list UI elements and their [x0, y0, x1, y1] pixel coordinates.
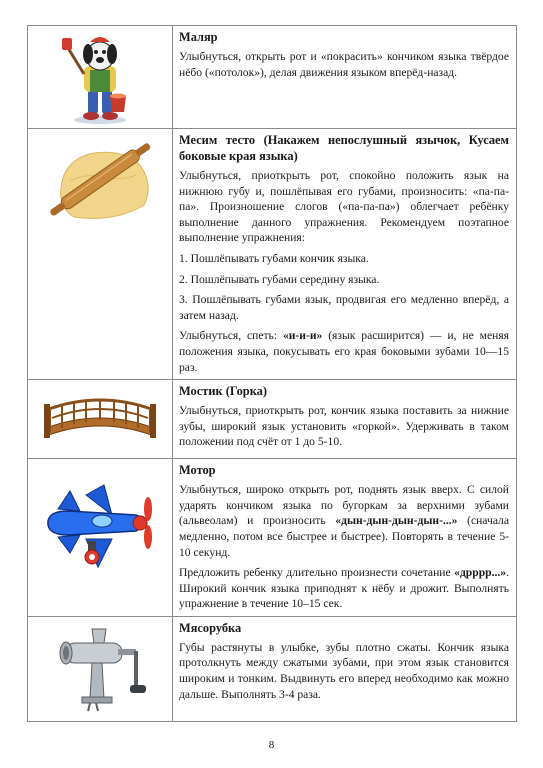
text-run: Предложить ребенку длительно произнести сочетание: [179, 566, 455, 580]
text-run: Улыбнуться, спеть:: [179, 329, 283, 343]
exercise-title: Месим тесто (Накажем непослушный язычок, Кусаем боковые края языка): [179, 133, 509, 163]
rolling-pin-dough-icon: [44, 135, 156, 223]
exercise-title: Мостик (Горка): [179, 384, 267, 399]
text-run: (язык расширится) — и, не меняя положения языка, покусывать его края боковыми зубами 10—15 раз.: [179, 329, 509, 374]
exercise-title: Маляр: [179, 30, 218, 44]
exercise-row-painter: [28, 26, 517, 129]
exercise-row-bridge: [28, 380, 517, 459]
exercise-paragraph: Улыбнуться, приоткрыть рот, кончик языка поставить за нижние зубы, широкий язык установить «горкой». Удерживать в таком положении под счёт от 1 до 5-10.: [179, 404, 509, 449]
exercise-image-cell: [28, 129, 173, 380]
exercise-title: Мотор: [179, 463, 216, 478]
exercise-image-cell: [28, 459, 173, 617]
text-run: (сначала медленно, потом все быстрее и быстрее). Повторять в течение 5-10 секунд.: [179, 514, 509, 559]
page-number: 8: [268, 739, 275, 751]
wooden-bridge-icon: [42, 388, 158, 444]
exercise-row-motor: [28, 459, 517, 617]
exercise-title: Мясорубка: [179, 620, 242, 635]
exercise-paragraph: Улыбнуться, приоткрыть рот, спокойно положить язык на нижнюю губу и, пошлёпывая его губами, произносить: «па-па-па». Произношение слогов («па-па-па») облегчает ребёнку выполнение данного упражнения. Рекомендуем поэтапное выполнение упражнения:: [179, 169, 509, 245]
text-run: . Широкий кончик языка приподнят к нёбу и дрожит. Выполнять упражнение в течение 10–15 сек.: [179, 566, 509, 611]
exercise-text-cell: [173, 459, 517, 617]
exercise-row-dough: [28, 129, 517, 380]
exercise-image-cell: [28, 380, 173, 459]
painter-dog-icon: [60, 30, 140, 126]
exercise-step-3: 3. Пошлёпывать губами язык, продвигая его медленно вперёд, а затем назад.: [179, 293, 509, 322]
exercise-image-cell: [28, 616, 173, 721]
exercise-paragraph: Улыбнуться, открыть рот и «покрасить» кончиком языка твёрдое нёбо («потолок»), делая движения языком вперёд-назад.: [179, 50, 509, 79]
exercise-text-cell: [173, 616, 517, 721]
exercise-row-grinder: [28, 616, 517, 721]
exercise-paragraph: [179, 328, 509, 375]
meat-grinder-icon: [52, 623, 148, 713]
exercise-text-cell: [173, 26, 517, 129]
text-run: Улыбнуться, широко открыть рот, поднять язык вверх. С силой ударять кончиком языка по бугоркам за верхними зубами (альвеолам) и произносить: [179, 483, 509, 528]
sound-emphasis: «дрррр...»: [454, 566, 507, 580]
toy-airplane-icon: [40, 481, 160, 573]
exercise-paragraph: Губы растянуты в улыбке, зубы плотно сжаты. Кончик языка протолкнуть между сжатыми зубами, при этом язык становится широким и тонким. Выдвинуть его вперед необходимо как можно дальше. Выполнять 3-4 раза.: [179, 640, 509, 701]
exercise-step-2: 2. Пошлёпывать губами середину языка.: [179, 272, 380, 286]
exercise-table: [27, 25, 517, 722]
exercise-step-1: 1. Пошлёпывать губами кончик языка.: [179, 251, 369, 265]
exercise-paragraph: [179, 565, 509, 612]
exercise-text-cell: [173, 380, 517, 459]
sound-emphasis: «дын-дын-дын-дын-...»: [335, 514, 458, 528]
exercise-image-cell: [28, 26, 173, 129]
exercise-paragraph: [179, 482, 509, 560]
exercise-text-cell: [173, 129, 517, 380]
sound-emphasis: «и-и-и»: [282, 329, 323, 343]
